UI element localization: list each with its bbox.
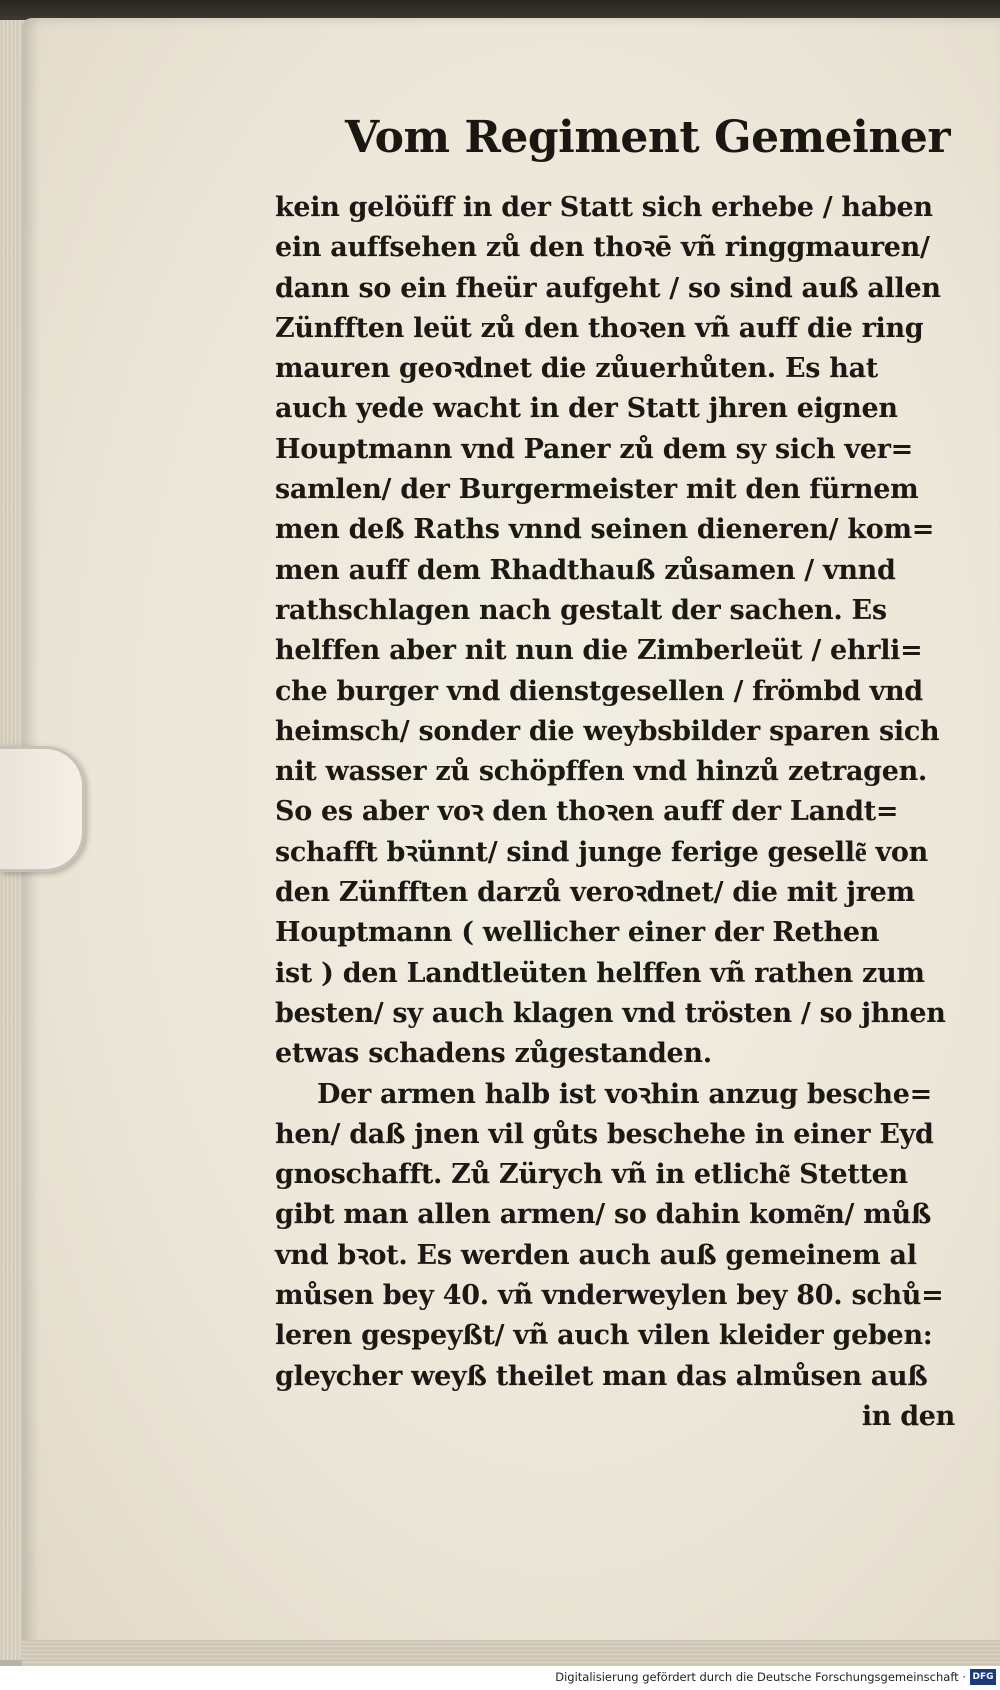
text-line: hen/ daß jnen vil gůts beschehe in einer Eyd <box>275 1118 934 1150</box>
page-clip-tab <box>0 746 85 872</box>
text-line: ein auffsehen zů den thoꝛē vñ ringgmauren/ <box>275 232 930 264</box>
text-line: besten/ sy auch klagen vnd trösten / so jhnen <box>275 997 946 1029</box>
book-bottom-edges <box>22 1640 1000 1666</box>
text-line: gleycher weyß theilet man das almůsen auß <box>275 1360 928 1392</box>
text-line: Houptmann vnd Paner zů dem sy sich ver= <box>275 433 913 465</box>
text-line: Zünfften leüt zů den thoꝛen vñ auff die ring <box>275 312 924 344</box>
text-block <box>275 188 975 1437</box>
catchword: in den <box>861 1400 955 1432</box>
text-line: Houptmann ( wellicher einer der Rethen <box>275 917 880 949</box>
text-line: men auff dem Rhadthauß zůsamen / vnnd <box>275 554 896 586</box>
text-line: vnd bꝛot. Es werden auch auß gemeinem al <box>275 1239 917 1271</box>
text-line: schafft bꝛünnt/ sind junge ferige geselle͂ von <box>275 836 928 868</box>
text-line: gibt man allen armen/ so dahin kome͂n/ můß <box>275 1199 932 1231</box>
text-line: auch yede wacht in der Statt jhren eignen <box>275 393 898 425</box>
text-line: ist ) den Landtleüten helffen vñ rathen zum <box>275 957 925 989</box>
funding-credit: Digitalisierung gefördert durch die Deutsche Forschungsgemeinschaft · <box>555 1670 966 1684</box>
text-line: heimsch/ sonder die weybsbilder sparen sich <box>275 715 940 747</box>
text-line: dann so ein fheür aufgeht / so sind auß allen <box>275 272 941 304</box>
text-line: che burger vnd dienstgesellen / frömbd vnd <box>275 675 923 707</box>
text-line: leren gespeyßt/ vñ auch vilen kleider geben: <box>275 1320 933 1352</box>
text-line: helffen aber nit nun die Zimberleüt / ehrli= <box>275 635 923 667</box>
running-head: Vom Regiment Gemeiner <box>345 112 951 163</box>
text-line: gnoschafft. Zů Zürych vñ in etliche͂ Stetten <box>275 1159 908 1191</box>
text-line: můsen bey 40. vñ vnderweylen bey 80. schů= <box>275 1280 944 1312</box>
paragraph-start-line: Der armen halb ist voꝛhin anzug besche= <box>317 1078 932 1110</box>
text-line: den Zünfften darzů veroꝛdnet/ die mit jrem <box>275 877 915 909</box>
text-line: mauren geoꝛdnet die zůuerhůten. Es hat <box>275 353 878 385</box>
text-line: samlen/ der Burgermeister mit den fürnem <box>275 474 919 506</box>
text-line: men deß Raths vnnd seinen dieneren/ kom= <box>275 514 935 546</box>
text-line: etwas schadens zůgestanden. <box>275 1038 712 1070</box>
digitization-footer <box>0 1666 1000 1690</box>
text-line: nit wasser zů schöpffen vnd hinzů zetragen. <box>275 756 928 788</box>
text-line: So es aber voꝛ den thoꝛen auff der Landt= <box>275 796 899 828</box>
text-line: kein gelöüff in der Statt sich erhebe / haben <box>275 192 933 223</box>
text-line: rathschlagen nach gestalt der sachen. Es <box>275 594 887 626</box>
dfg-logo-icon: DFG <box>970 1669 996 1685</box>
